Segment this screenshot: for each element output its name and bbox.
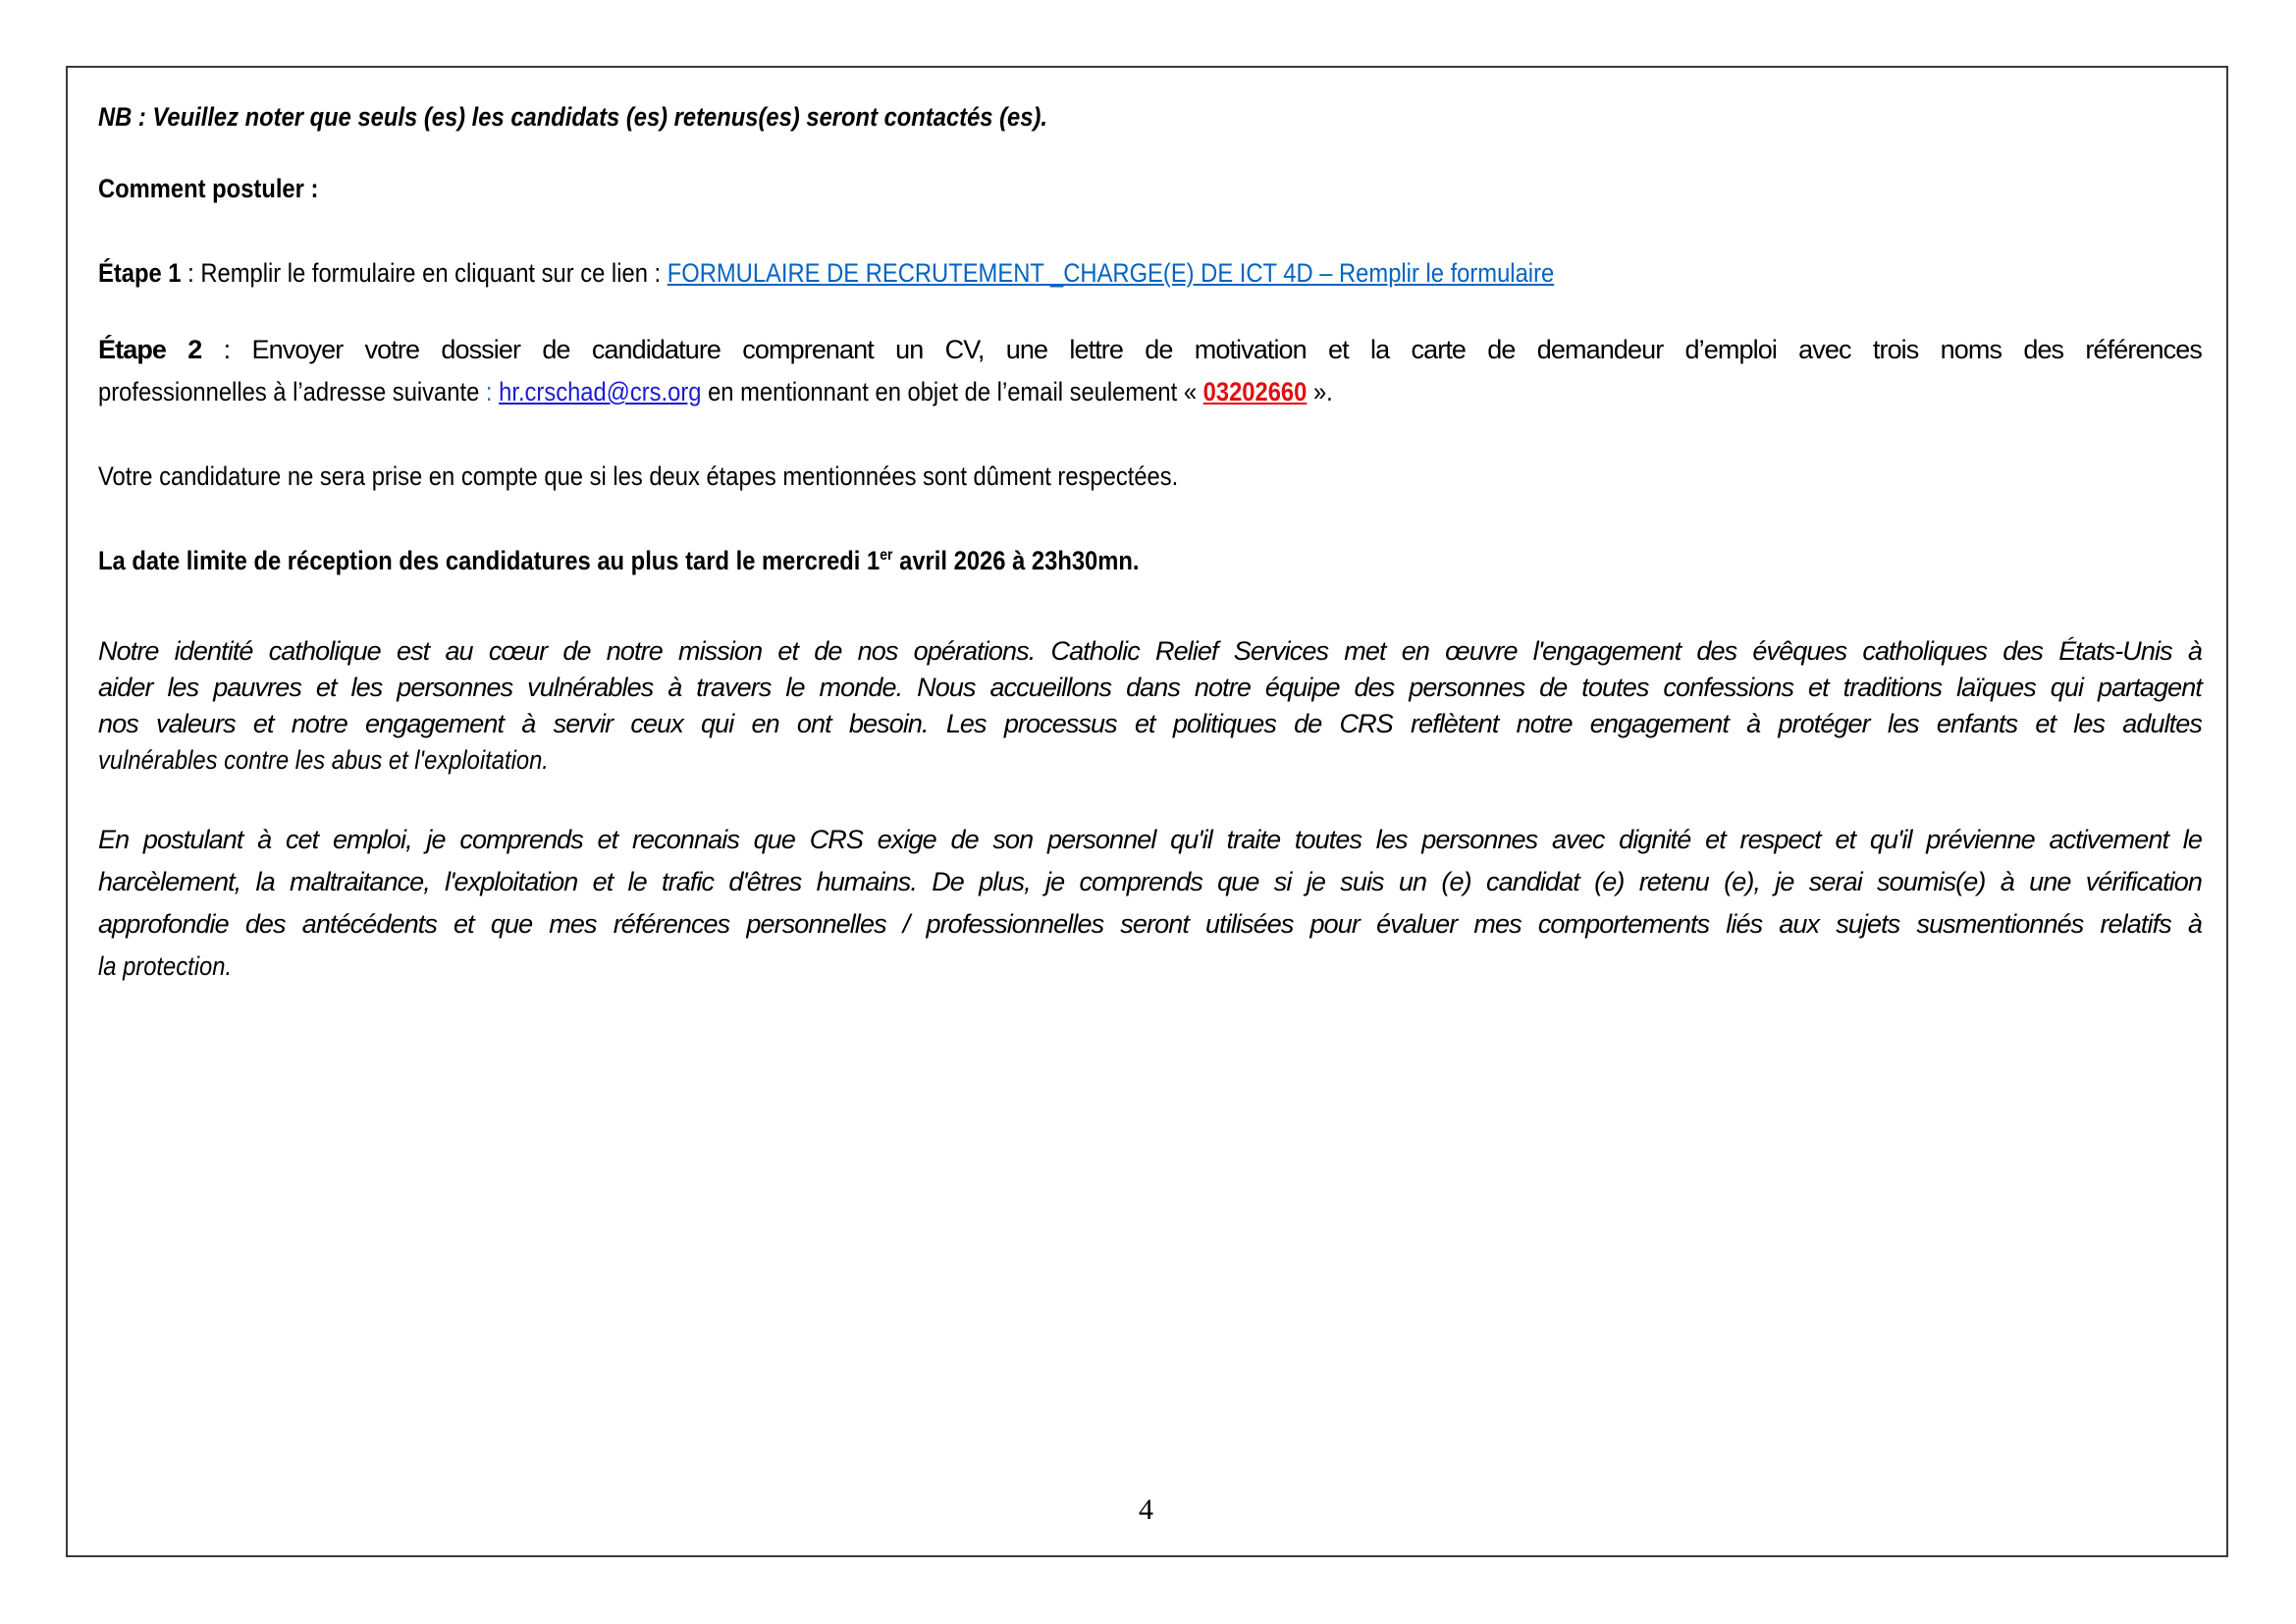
identity-line: Notre identité catholique est au cœur de notre mission et de nos opérations. Catholic Relief Services met en œuvre l'engagement des évêques catholiques des États-Unis à: [98, 636, 2202, 666]
step1-label: Étape 1: [98, 258, 182, 288]
step2-label: Étape 2: [98, 335, 202, 364]
step1-line: [98, 257, 1554, 289]
reference-code: 03202660: [1202, 377, 1308, 406]
identity-line: aider les pauvres et les personnes vulnérables à travers le monde. Nous accueillons dans notre équipe des personnes de toutes confessions et traditions laïques qui partagent: [98, 673, 2202, 702]
step2-paragraph: [98, 334, 2202, 365]
identity-line: nos valeurs et notre engagement à servir ceux qui en ont besoin. Les processus et politiques de CRS reflètent notre engagement à protéger les enfants et les adultes: [98, 709, 2202, 738]
nb-note: NB : Veuillez noter que seuls (es) les candidats (es) retenus(es) seront contactés (es).: [98, 102, 1047, 132]
step2-line-2: [98, 376, 1333, 407]
deadline-text: La date limite de réception des candidatures au plus tard le mercredi 1: [98, 546, 881, 575]
page-number: 4: [1139, 1493, 1153, 1526]
deadline-date: avril 2026 à 23h30mn.: [892, 546, 1140, 575]
safeguarding-line-last: la protection.: [98, 951, 233, 981]
safeguarding-line: approfondie des antécédents et que mes références personnelles / professionnelles seront utilisées pour évaluer mes comportements liés aux sujets susmentionnés relatifs à: [98, 909, 2202, 939]
step2-line-1: [98, 334, 2202, 365]
safeguarding-line: harcèlement, la maltraitance, l'exploitation et le trafic d'êtres humains. De plus, je comprends que si je suis un (e) candidat (e) retenu (e), je serai soumis(e) à une vérification: [98, 867, 2202, 896]
step2-colon: :: [485, 377, 500, 406]
safeguarding-line: En postulant à cet emploi, je comprends et reconnais que CRS exige de son personnel qu'il traite toutes les personnes avec dignité et respect et qu'il prévienne activement le: [98, 825, 2202, 854]
step1-text: : Remplir le formulaire en cliquant sur ce lien :: [181, 258, 667, 288]
recruitment-form-link[interactable]: FORMULAIRE DE RECRUTEMENT _CHARGE(E) DE ICT 4D – Remplir le formulaire: [667, 258, 1555, 288]
identity-line-last: vulnérables contre les abus et l'exploitation.: [98, 745, 549, 775]
step2-subject-text: en mentionnant en objet de l’email seulement «: [701, 377, 1203, 406]
email-link[interactable]: hr.crschad@crs.org: [499, 377, 702, 406]
deadline-line: [98, 545, 1139, 576]
step2-text: : Envoyer votre dossier de candidature comprenant un CV, une lettre de motivation et la carte de demandeur d’emploi avec trois noms des références: [201, 335, 2202, 364]
consideration-note: Votre candidature ne sera prise en compte que si les deux étapes mentionnées sont dûment respectées.: [98, 461, 1179, 491]
deadline-superscript: er: [880, 547, 893, 564]
step2-closing: ».: [1307, 377, 1333, 406]
how-to-apply-heading: Comment postuler :: [98, 174, 319, 203]
page-border: [66, 66, 2228, 1557]
step2-address-text: professionnelles à l’adresse suivante: [98, 377, 486, 406]
